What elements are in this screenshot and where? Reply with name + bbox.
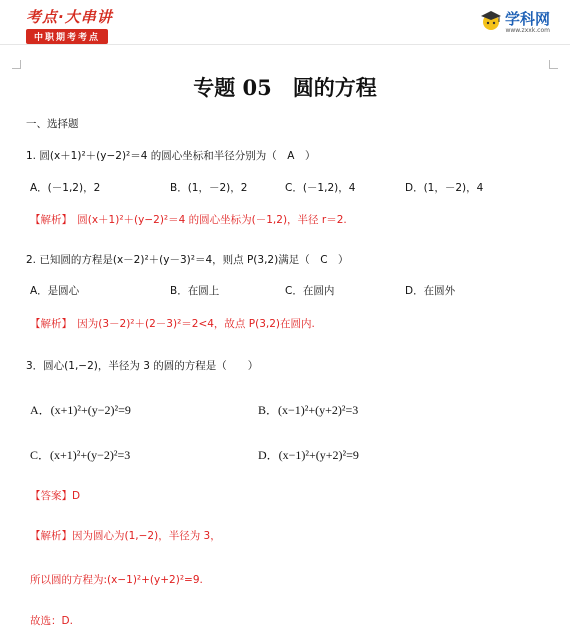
page-corner-mark-right [549, 60, 558, 69]
page-corner-mark-left [12, 60, 21, 69]
question-2-option-d: D．在圆外 [405, 285, 456, 297]
exam-logo [26, 6, 144, 44]
question-3-answer: 【答案】D [30, 490, 81, 502]
question-3-final: 故选：D. [30, 615, 73, 627]
question-1-option-c: C．(－1,2)，4 [285, 182, 356, 194]
question-1-option-a: A．(－1,2)，2 [30, 182, 101, 194]
question-2-option-a: A．是圆心 [30, 285, 80, 297]
logo-title: 考点·大串讲 [26, 8, 113, 26]
question-2-stem: 2. 已知圆的方程是(x－2)²＋(y－3)²＝4，则点 P(3,2)满足（ C ） [26, 254, 349, 266]
question-3-option-d: D．(x−1)²+(y+2)²=9 [258, 448, 359, 462]
brand-url: www.zxxk.com [505, 27, 550, 34]
question-2-analysis: 【解析】 因为(3－2)²＋(2－3)²＝2<4，故点 P(3,2)在圆内. [30, 318, 315, 330]
section-heading: 一、选择题 [26, 118, 79, 130]
question-3-option-b: B．(x−1)²+(y+2)²=3 [258, 403, 359, 417]
question-1-stem: 1. 圆(x＋1)²＋(y−2)²＝4 的圆心坐标和半径分别为（ A ） [26, 150, 316, 162]
question-3-conclusion: 所以圆的方程为:(x−1)²+(y+2)²=9. [30, 574, 203, 586]
document-title: 专题 05 圆的方程 [193, 75, 377, 100]
question-1-option-d: D．(1，－2)，4 [405, 182, 484, 194]
question-3-option-a: A．(x+1)²+(y−2)²=9 [30, 403, 131, 417]
question-3-analysis: 【解析】因为圆心为(1,−2)，半径为 3， [30, 530, 221, 542]
question-2-option-c: C．在圆内 [285, 285, 335, 297]
question-1-option-b: B．(1，－2)，2 [170, 182, 248, 194]
question-2-option-b: B．在圆上 [170, 285, 220, 297]
graduation-cap-icon [479, 8, 503, 32]
header-divider [0, 44, 570, 45]
question-3-option-c: C．(x+1)²+(y−2)²=3 [30, 448, 131, 462]
question-3-stem: 3．圆心(1,−2)，半径为 3 的圆的方程是（ ） [26, 360, 259, 372]
question-1-analysis: 【解析】 圆(x＋1)²＋(y−2)²＝4 的圆心坐标为(－1,2)，半径 r＝2. [30, 214, 347, 226]
logo-subtitle: 中职期考考点 [26, 29, 108, 44]
brand-name: 学科网 [504, 10, 550, 28]
brand-logo [505, 8, 550, 34]
